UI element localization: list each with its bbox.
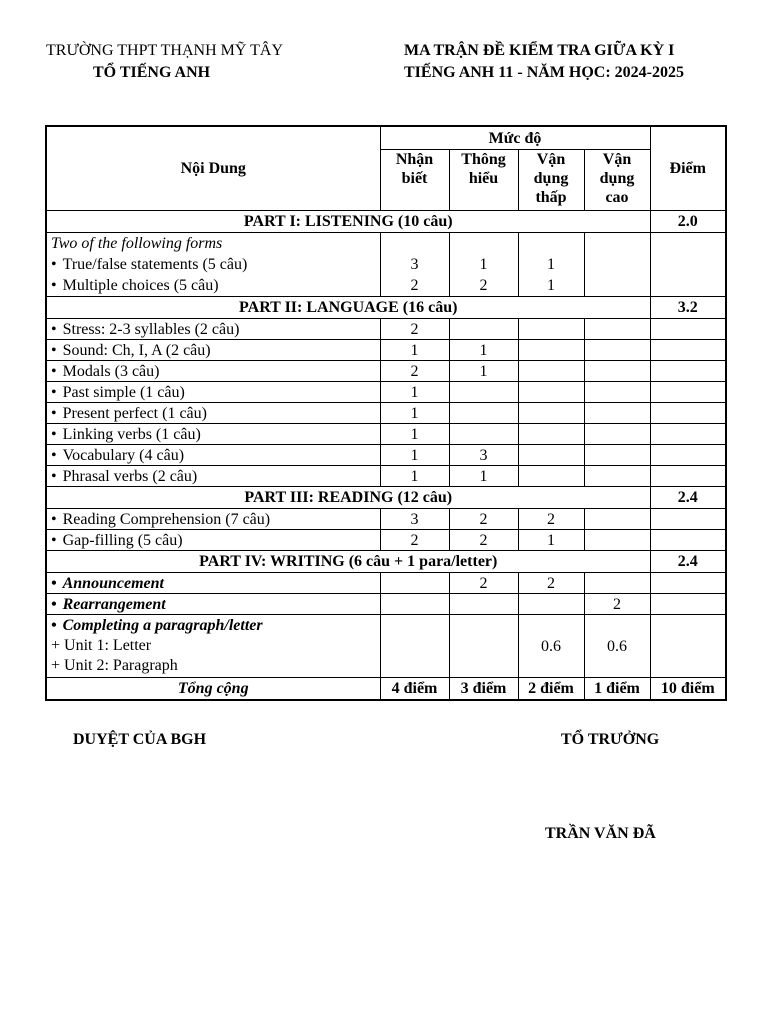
row-label: • Sound: Ch, I, A (2 câu)	[46, 340, 380, 361]
cell-l3	[518, 445, 584, 466]
table-row	[46, 615, 726, 678]
row-label: • Announcement	[46, 573, 380, 594]
col-score-header: Điểm	[650, 126, 726, 211]
exam-matrix-table	[45, 125, 727, 701]
cell-l4: 2	[584, 594, 650, 615]
cell-l3	[518, 319, 584, 340]
row-label: • Stress: 2-3 syllables (2 câu)	[46, 319, 380, 340]
cell-l2	[449, 615, 518, 678]
row-label: • Rearrangement	[46, 594, 380, 615]
part-score: 2.4	[650, 487, 726, 509]
cell-l4	[584, 319, 650, 340]
cell-l3: 1	[518, 530, 584, 551]
row-label: • Past simple (1 câu)	[46, 382, 380, 403]
cell-score	[650, 594, 726, 615]
row-label: • Multiple choices (5 câu)	[51, 275, 376, 296]
total-row	[46, 678, 726, 701]
cell-l4	[584, 530, 650, 551]
cell-l4	[584, 466, 650, 487]
cell-score	[650, 403, 726, 424]
part-title: PART III: READING (12 câu)	[46, 487, 650, 509]
cell-l3	[518, 466, 584, 487]
cell-l1: 2	[380, 319, 449, 340]
table-row	[46, 530, 726, 551]
cell-l1: 1	[380, 382, 449, 403]
cell-l4	[584, 509, 650, 530]
row-label: • Phrasal verbs (2 câu)	[46, 466, 380, 487]
table-row	[46, 382, 726, 403]
cell-l3	[518, 382, 584, 403]
table-row	[46, 424, 726, 445]
col-level-header: Mức độ	[380, 126, 650, 150]
value: 2	[479, 277, 488, 294]
table-row	[46, 509, 726, 530]
total-l4: 1 điểm	[584, 678, 650, 701]
cell-score	[650, 424, 726, 445]
part-title: PART I: LISTENING (10 câu)	[46, 211, 650, 233]
document-subtitle: TIẾNG ANH 11 - NĂM HỌC: 2024-2025	[404, 64, 684, 81]
cell-l4	[584, 573, 650, 594]
part-row	[46, 297, 726, 319]
cell-score	[650, 445, 726, 466]
table-row	[46, 233, 726, 297]
cell-l3: 0.6	[518, 615, 584, 678]
cell-l3	[518, 403, 584, 424]
row-label: • Reading Comprehension (7 câu)	[46, 509, 380, 530]
cell-l2: 2	[449, 573, 518, 594]
total-l3: 2 điểm	[518, 678, 584, 701]
cell-l4	[584, 233, 650, 297]
cell-l2: 2	[449, 509, 518, 530]
col-l1-header: Nhận biết	[380, 150, 449, 211]
table-row	[46, 403, 726, 424]
cell-score	[650, 573, 726, 594]
col-l4-header: Vận dụng cao	[584, 150, 650, 211]
writing-paragraph-content	[46, 615, 380, 678]
listening-content	[46, 233, 380, 297]
cell-l1: 1	[380, 445, 449, 466]
signature-name: TRẦN VĂN ĐÃ	[545, 825, 656, 842]
cell-l4	[584, 403, 650, 424]
part-title: PART II: LANGUAGE (16 câu)	[46, 297, 650, 319]
cell-l1: 2	[380, 361, 449, 382]
cell-l2: 3	[449, 445, 518, 466]
cell-score	[650, 466, 726, 487]
cell-score	[650, 233, 726, 297]
total-score: 10 điểm	[650, 678, 726, 701]
cell-l4	[584, 382, 650, 403]
table-row	[46, 573, 726, 594]
col-content-header: Nội Dung	[46, 126, 380, 211]
row-sublabel: + Unit 1: Letter	[51, 637, 152, 654]
value: 3	[410, 256, 419, 273]
cell-l2: 1	[449, 466, 518, 487]
part-score: 2.0	[650, 211, 726, 233]
cell-l1	[380, 233, 449, 297]
value: 1	[547, 256, 555, 273]
cell-l3	[518, 340, 584, 361]
row-label: • True/false statements (5 câu)	[51, 254, 376, 275]
cell-l1	[380, 615, 449, 678]
cell-l3	[518, 594, 584, 615]
total-label: Tổng cộng	[46, 678, 380, 701]
cell-l1: 3	[380, 509, 449, 530]
cell-score	[650, 615, 726, 678]
table-row	[46, 340, 726, 361]
value: 1	[547, 277, 555, 294]
cell-l2	[449, 382, 518, 403]
listening-note: Two of the following forms	[51, 235, 223, 252]
department-name: TỔ TIẾNG ANH	[93, 64, 211, 81]
cell-l2	[449, 233, 518, 297]
cell-l3: 2	[518, 509, 584, 530]
row-sublabel: + Unit 2: Paragraph	[51, 657, 178, 674]
cell-l1: 2	[380, 530, 449, 551]
cell-l1: 1	[380, 466, 449, 487]
table-row	[46, 594, 726, 615]
document-title: MA TRẬN ĐỀ KIỂM TRA GIỮA KỲ I	[404, 42, 675, 59]
cell-score	[650, 361, 726, 382]
cell-l1: 1	[380, 403, 449, 424]
part-row	[46, 211, 726, 233]
cell-l2: 1	[449, 361, 518, 382]
cell-l2	[449, 594, 518, 615]
cell-l4	[584, 340, 650, 361]
cell-score	[650, 340, 726, 361]
cell-l1	[380, 573, 449, 594]
table-row	[46, 319, 726, 340]
part-score: 2.4	[650, 551, 726, 573]
row-label: • Gap-filling (5 câu)	[46, 530, 380, 551]
cell-score	[650, 509, 726, 530]
table-row	[46, 445, 726, 466]
total-l1: 4 điểm	[380, 678, 449, 701]
signature-left-title: DUYỆT CỦA BGH	[73, 731, 207, 748]
cell-l4	[584, 445, 650, 466]
cell-l2: 2	[449, 530, 518, 551]
cell-l2	[449, 403, 518, 424]
part-score: 3.2	[650, 297, 726, 319]
cell-l2	[449, 319, 518, 340]
row-label: • Completing a paragraph/letter	[51, 616, 376, 636]
table-row	[46, 466, 726, 487]
cell-l4	[584, 361, 650, 382]
cell-l1: 1	[380, 340, 449, 361]
part-title: PART IV: WRITING (6 câu + 1 para/letter)	[46, 551, 650, 573]
cell-l3	[518, 424, 584, 445]
row-label: • Present perfect (1 câu)	[46, 403, 380, 424]
cell-l2: 1	[449, 340, 518, 361]
cell-score	[650, 530, 726, 551]
cell-l1: 1	[380, 424, 449, 445]
cell-score	[650, 319, 726, 340]
header-row	[46, 126, 726, 150]
part-row	[46, 487, 726, 509]
col-l3-header: Vận dụng thấp	[518, 150, 584, 211]
signature-right-title: TỔ TRƯỞNG	[561, 731, 660, 748]
row-label: • Vocabulary (4 câu)	[46, 445, 380, 466]
cell-l3: 2	[518, 573, 584, 594]
part-row	[46, 551, 726, 573]
total-l2: 3 điểm	[449, 678, 518, 701]
row-label: • Linking verbs (1 câu)	[46, 424, 380, 445]
cell-l4: 0.6	[584, 615, 650, 678]
cell-score	[650, 382, 726, 403]
col-l2-header: Thông hiểu	[449, 150, 518, 211]
school-name: TRƯỜNG THPT THẠNH MỸ TÂY	[46, 42, 284, 59]
cell-l3	[518, 361, 584, 382]
value: 2	[410, 277, 419, 294]
cell-l2	[449, 424, 518, 445]
table-row	[46, 361, 726, 382]
cell-l1	[380, 594, 449, 615]
value: 1	[479, 256, 488, 273]
cell-l4	[584, 424, 650, 445]
row-label: • Modals (3 câu)	[46, 361, 380, 382]
cell-l3	[518, 233, 584, 297]
